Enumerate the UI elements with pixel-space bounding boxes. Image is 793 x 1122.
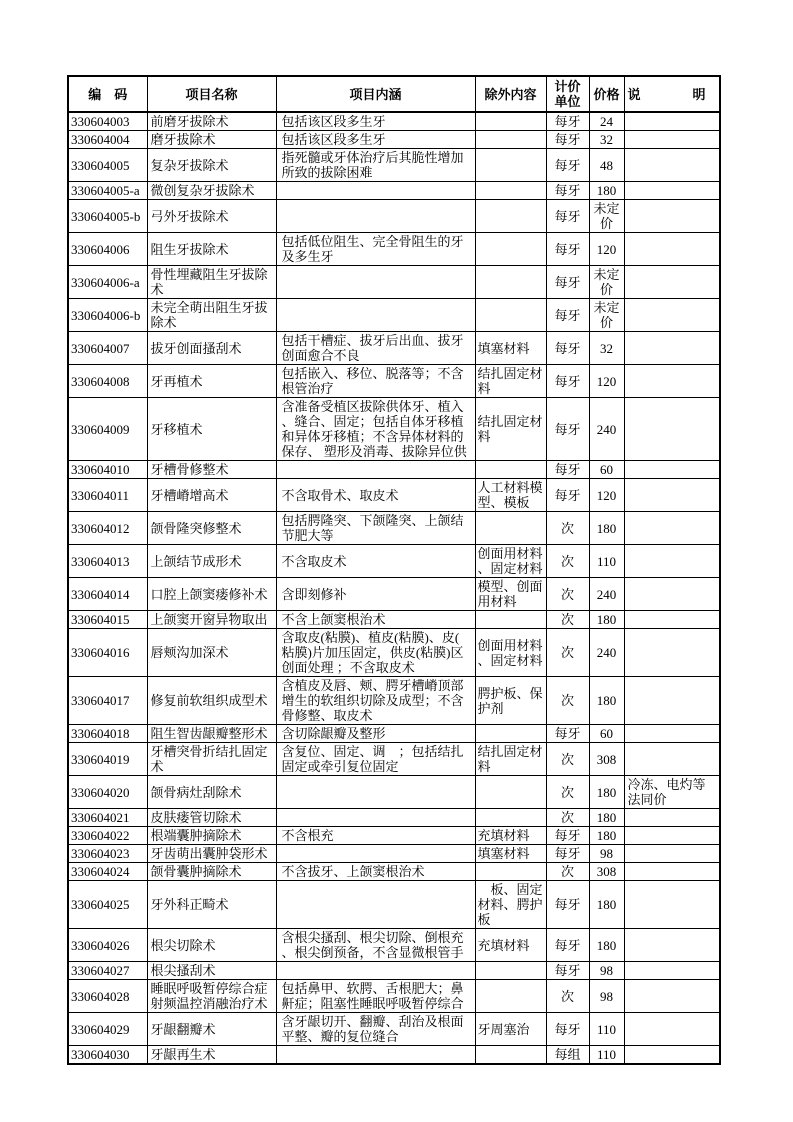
cell-excluded bbox=[475, 461, 546, 479]
cell-code: 330604006 bbox=[68, 233, 147, 266]
cell-content: 包括鼻甲、软腭、舌根肥大；鼻鼾症；阻塞性睡眠呼吸暂停综合 bbox=[276, 980, 475, 1013]
cell-price: 98 bbox=[589, 845, 624, 863]
cell-price: 180 bbox=[589, 512, 624, 545]
cell-code: 330604006-a bbox=[68, 266, 147, 299]
cell-price: 98 bbox=[589, 962, 624, 980]
cell-excluded bbox=[475, 962, 546, 980]
cell-unit: 每牙 bbox=[546, 725, 589, 743]
cell-unit: 每牙 bbox=[546, 200, 589, 233]
cell-code: 330604014 bbox=[68, 578, 147, 611]
cell-content: 含取皮(粘膜)、植皮(粘膜)、皮(粘膜)片加压固定，供皮(粘膜)区创面处理 ；不含取皮术 bbox=[276, 629, 475, 677]
cell-price: 180 bbox=[589, 881, 624, 929]
cell-note bbox=[624, 182, 720, 200]
cell-code: 330604013 bbox=[68, 545, 147, 578]
cell-code: 330604006-b bbox=[68, 299, 147, 332]
cell-name: 皮肤瘘管切除术 bbox=[147, 809, 276, 827]
cell-code: 330604008 bbox=[68, 365, 147, 398]
cell-content bbox=[276, 461, 475, 479]
cell-unit: 次 bbox=[546, 512, 589, 545]
cell-unit: 次 bbox=[546, 611, 589, 629]
table-row bbox=[68, 1013, 720, 1046]
table-row bbox=[68, 962, 720, 980]
cell-note bbox=[624, 611, 720, 629]
header-excluded: 除外内容 bbox=[475, 76, 546, 112]
table-row bbox=[68, 479, 720, 512]
cell-name: 骨性埋藏阻生牙拔除术 bbox=[147, 266, 276, 299]
cell-price: 180 bbox=[589, 611, 624, 629]
cell-note bbox=[624, 827, 720, 845]
cell-price: 120 bbox=[589, 365, 624, 398]
cell-code: 330604021 bbox=[68, 809, 147, 827]
cell-content: 含牙龈切开、翻瓣、刮治及根面平整、瓣的复位缝合 bbox=[276, 1013, 475, 1046]
cell-note bbox=[624, 200, 720, 233]
cell-note bbox=[624, 845, 720, 863]
cell-name: 前磨牙拔除术 bbox=[147, 112, 276, 131]
header-code: 编 码 bbox=[68, 76, 147, 112]
cell-excluded bbox=[475, 112, 546, 131]
cell-price: 24 bbox=[589, 112, 624, 131]
cell-unit: 次 bbox=[546, 629, 589, 677]
cell-price: 120 bbox=[589, 233, 624, 266]
cell-name: 根尖搔刮术 bbox=[147, 962, 276, 980]
cell-content bbox=[276, 182, 475, 200]
table-row bbox=[68, 980, 720, 1013]
cell-unit: 每牙 bbox=[546, 131, 589, 149]
cell-price: 60 bbox=[589, 461, 624, 479]
cell-unit: 每牙 bbox=[546, 1013, 589, 1046]
cell-code: 330604029 bbox=[68, 1013, 147, 1046]
cell-content: 不含拔牙、上颌窦根治术 bbox=[276, 863, 475, 881]
cell-excluded: 充填材料 bbox=[475, 827, 546, 845]
cell-content: 不含取骨术、取皮术 bbox=[276, 479, 475, 512]
cell-name: 拔牙创面搔刮术 bbox=[147, 332, 276, 365]
cell-content: 含切除龈瓣及整形 bbox=[276, 725, 475, 743]
table-row bbox=[68, 845, 720, 863]
cell-excluded bbox=[475, 149, 546, 182]
cell-code: 330604007 bbox=[68, 332, 147, 365]
cell-unit: 次 bbox=[546, 863, 589, 881]
cell-price: 180 bbox=[589, 929, 624, 962]
cell-price: 240 bbox=[589, 578, 624, 611]
cell-content bbox=[276, 266, 475, 299]
cell-price: 240 bbox=[589, 629, 624, 677]
cell-note bbox=[624, 479, 720, 512]
cell-unit: 次 bbox=[546, 545, 589, 578]
cell-price: 110 bbox=[589, 1046, 624, 1065]
cell-note bbox=[624, 743, 720, 776]
cell-excluded: 结扎固定材料 bbox=[475, 398, 546, 461]
cell-name: 牙再植术 bbox=[147, 365, 276, 398]
cell-name: 牙移植术 bbox=[147, 398, 276, 461]
cell-price: 32 bbox=[589, 332, 624, 365]
cell-content: 不含上颌窦根治术 bbox=[276, 611, 475, 629]
cell-name: 未完全萌出阻生牙拔除术 bbox=[147, 299, 276, 332]
cell-excluded bbox=[475, 725, 546, 743]
cell-name: 复杂牙拔除术 bbox=[147, 149, 276, 182]
cell-note bbox=[624, 131, 720, 149]
cell-note bbox=[624, 149, 720, 182]
cell-unit: 每牙 bbox=[546, 398, 589, 461]
cell-content: 含植皮及唇、颊、腭牙槽嵴顶部增生的软组织切除及成型；不含骨修整、取皮术 bbox=[276, 677, 475, 725]
cell-excluded bbox=[475, 809, 546, 827]
header-content: 项目内涵 bbox=[276, 76, 475, 112]
table-row bbox=[68, 332, 720, 365]
cell-name: 阻生智齿龈瓣整形术 bbox=[147, 725, 276, 743]
cell-name: 睡眠呼吸暂停综合症射频温控消融治疗术 bbox=[147, 980, 276, 1013]
cell-code: 330604005-a bbox=[68, 182, 147, 200]
table-row bbox=[68, 365, 720, 398]
table-row bbox=[68, 112, 720, 131]
cell-code: 330604019 bbox=[68, 743, 147, 776]
cell-price: 308 bbox=[589, 863, 624, 881]
cell-code: 330604028 bbox=[68, 980, 147, 1013]
cell-excluded bbox=[475, 131, 546, 149]
cell-name: 上颌窦开窗异物取出 bbox=[147, 611, 276, 629]
cell-note bbox=[624, 962, 720, 980]
cell-excluded: 填塞材料 bbox=[475, 332, 546, 365]
cell-name: 颌骨隆突修整术 bbox=[147, 512, 276, 545]
cell-content: 包括嵌入、移位、脱落等；不含根管治疗 bbox=[276, 365, 475, 398]
cell-code: 330604023 bbox=[68, 845, 147, 863]
table-row bbox=[68, 725, 720, 743]
cell-note bbox=[624, 266, 720, 299]
cell-content: 不含取皮术 bbox=[276, 545, 475, 578]
cell-code: 330604005 bbox=[68, 149, 147, 182]
cell-price: 308 bbox=[589, 743, 624, 776]
cell-excluded bbox=[475, 611, 546, 629]
cell-note bbox=[624, 545, 720, 578]
cell-content bbox=[276, 299, 475, 332]
cell-content: 含根尖搔刮、根尖切除、倒根充、根尖倒预备，不含显微根管手 bbox=[276, 929, 475, 962]
cell-code: 330604027 bbox=[68, 962, 147, 980]
cell-note bbox=[624, 809, 720, 827]
cell-excluded: 模型、创面用材料 bbox=[475, 578, 546, 611]
cell-code: 330604005-b bbox=[68, 200, 147, 233]
cell-excluded: 创面用材料、固定材料 bbox=[475, 629, 546, 677]
cell-excluded: 结扎固定材料 bbox=[475, 743, 546, 776]
cell-content: 指死髓或牙体治疗后其脆性增加所致的拔除困难 bbox=[276, 149, 475, 182]
cell-note bbox=[624, 725, 720, 743]
cell-name: 根尖切除术 bbox=[147, 929, 276, 962]
cell-excluded bbox=[475, 200, 546, 233]
cell-name: 牙槽突骨折结扎固定术 bbox=[147, 743, 276, 776]
table-row bbox=[68, 299, 720, 332]
cell-name: 牙龈再生术 bbox=[147, 1046, 276, 1065]
cell-name: 牙槽骨修整术 bbox=[147, 461, 276, 479]
cell-excluded: 创面用材料、固定材料 bbox=[475, 545, 546, 578]
cell-code: 330604015 bbox=[68, 611, 147, 629]
cell-content: 包括该区段多生牙 bbox=[276, 131, 475, 149]
cell-unit: 次 bbox=[546, 980, 589, 1013]
cell-content: 含即刻修补 bbox=[276, 578, 475, 611]
cell-unit: 次 bbox=[546, 677, 589, 725]
cell-code: 330604017 bbox=[68, 677, 147, 725]
cell-content: 包括低位阻生、完全骨阻生的牙及多生牙 bbox=[276, 233, 475, 266]
cell-excluded bbox=[475, 776, 546, 809]
cell-code: 330604010 bbox=[68, 461, 147, 479]
cell-code: 330604009 bbox=[68, 398, 147, 461]
cell-content bbox=[276, 809, 475, 827]
table-row bbox=[68, 629, 720, 677]
cell-content bbox=[276, 845, 475, 863]
cell-name: 牙槽嵴增高术 bbox=[147, 479, 276, 512]
cell-unit: 每牙 bbox=[546, 332, 589, 365]
cell-unit: 次 bbox=[546, 578, 589, 611]
cell-note bbox=[624, 629, 720, 677]
cell-name: 颌骨囊肿摘除术 bbox=[147, 863, 276, 881]
table-row bbox=[68, 743, 720, 776]
table-row bbox=[68, 881, 720, 929]
cell-excluded bbox=[475, 512, 546, 545]
cell-price: 60 bbox=[589, 725, 624, 743]
cell-excluded bbox=[475, 233, 546, 266]
cell-note bbox=[624, 578, 720, 611]
table-row bbox=[68, 827, 720, 845]
cell-excluded bbox=[475, 182, 546, 200]
cell-excluded: 填塞材料 bbox=[475, 845, 546, 863]
cell-content bbox=[276, 1046, 475, 1065]
cell-note bbox=[624, 233, 720, 266]
table-body bbox=[68, 112, 720, 1064]
cell-code: 330604026 bbox=[68, 929, 147, 962]
cell-price: 180 bbox=[589, 182, 624, 200]
cell-excluded: 腭护板、保护剂 bbox=[475, 677, 546, 725]
cell-name: 口腔上颌窦瘘修补术 bbox=[147, 578, 276, 611]
cell-excluded bbox=[475, 1046, 546, 1065]
table-row bbox=[68, 809, 720, 827]
table-row bbox=[68, 131, 720, 149]
cell-note bbox=[624, 881, 720, 929]
cell-note bbox=[624, 863, 720, 881]
cell-name: 牙龈翻瓣术 bbox=[147, 1013, 276, 1046]
table-row bbox=[68, 776, 720, 809]
cell-name: 弓外牙拔除术 bbox=[147, 200, 276, 233]
cell-unit: 每牙 bbox=[546, 266, 589, 299]
cell-name: 上颌结节成形术 bbox=[147, 545, 276, 578]
table-row bbox=[68, 611, 720, 629]
cell-unit: 次 bbox=[546, 809, 589, 827]
cell-note bbox=[624, 365, 720, 398]
cell-name: 微创复杂牙拔除术 bbox=[147, 182, 276, 200]
price-table bbox=[67, 75, 721, 1065]
table-row bbox=[68, 545, 720, 578]
header-note: 说 明 bbox=[624, 76, 720, 112]
cell-price: 98 bbox=[589, 980, 624, 1013]
cell-excluded bbox=[475, 266, 546, 299]
cell-excluded bbox=[475, 863, 546, 881]
cell-unit: 每牙 bbox=[546, 479, 589, 512]
cell-unit: 每牙 bbox=[546, 827, 589, 845]
cell-content: 含复位、固定、调 ；包括结扎固定或牵引复位固定 bbox=[276, 743, 475, 776]
cell-name: 磨牙拔除术 bbox=[147, 131, 276, 149]
cell-name: 修复前软组织成型术 bbox=[147, 677, 276, 725]
cell-code: 330604020 bbox=[68, 776, 147, 809]
cell-unit: 每组 bbox=[546, 1046, 589, 1065]
cell-unit: 每牙 bbox=[546, 299, 589, 332]
cell-price: 未定价 bbox=[589, 299, 624, 332]
table-row bbox=[68, 398, 720, 461]
cell-note bbox=[624, 677, 720, 725]
cell-price: 32 bbox=[589, 131, 624, 149]
table-row bbox=[68, 149, 720, 182]
cell-unit: 每牙 bbox=[546, 845, 589, 863]
cell-content: 不含根充 bbox=[276, 827, 475, 845]
cell-excluded: 充填材料 bbox=[475, 929, 546, 962]
cell-content bbox=[276, 200, 475, 233]
cell-note bbox=[624, 1013, 720, 1046]
cell-content: 含准备受植区拔除供体牙、植入、缝合、固定；包括自体牙移植和异体牙移植；不含异体材料的保存、 塑形及消毒、拔除异位供 bbox=[276, 398, 475, 461]
cell-code: 330604025 bbox=[68, 881, 147, 929]
table-row bbox=[68, 461, 720, 479]
cell-note bbox=[624, 512, 720, 545]
cell-price: 未定价 bbox=[589, 266, 624, 299]
cell-note bbox=[624, 299, 720, 332]
cell-price: 120 bbox=[589, 479, 624, 512]
cell-price: 110 bbox=[589, 545, 624, 578]
cell-code: 330604024 bbox=[68, 863, 147, 881]
cell-excluded: 结扎固定材料 bbox=[475, 365, 546, 398]
cell-price: 48 bbox=[589, 149, 624, 182]
cell-content bbox=[276, 881, 475, 929]
cell-code: 330604011 bbox=[68, 479, 147, 512]
cell-code: 330604030 bbox=[68, 1046, 147, 1065]
cell-price: 180 bbox=[589, 677, 624, 725]
cell-content bbox=[276, 962, 475, 980]
cell-code: 330604012 bbox=[68, 512, 147, 545]
table-row bbox=[68, 512, 720, 545]
cell-unit: 每牙 bbox=[546, 233, 589, 266]
price-table-sheet bbox=[67, 75, 719, 1065]
cell-note bbox=[624, 398, 720, 461]
table-row bbox=[68, 182, 720, 200]
cell-excluded bbox=[475, 299, 546, 332]
cell-content: 包括腭隆突、下颌隆突、上颌结节肥大等 bbox=[276, 512, 475, 545]
cell-price: 110 bbox=[589, 1013, 624, 1046]
cell-content: 包括该区段多生牙 bbox=[276, 112, 475, 131]
cell-note bbox=[624, 332, 720, 365]
cell-name: 阻生牙拔除术 bbox=[147, 233, 276, 266]
cell-content: 包括干槽症、拔牙后出血、拔牙创面愈合不良 bbox=[276, 332, 475, 365]
table-row bbox=[68, 929, 720, 962]
cell-unit: 每牙 bbox=[546, 929, 589, 962]
table-row bbox=[68, 677, 720, 725]
cell-excluded: 人工材料模型、模板 bbox=[475, 479, 546, 512]
cell-code: 330604003 bbox=[68, 112, 147, 131]
cell-content bbox=[276, 776, 475, 809]
table-row bbox=[68, 1046, 720, 1065]
cell-price: 240 bbox=[589, 398, 624, 461]
cell-unit: 每牙 bbox=[546, 461, 589, 479]
table-row bbox=[68, 233, 720, 266]
cell-note bbox=[624, 461, 720, 479]
cell-note bbox=[624, 980, 720, 1013]
cell-unit: 每牙 bbox=[546, 149, 589, 182]
cell-code: 330604018 bbox=[68, 725, 147, 743]
cell-price: 180 bbox=[589, 827, 624, 845]
cell-code: 330604016 bbox=[68, 629, 147, 677]
cell-unit: 每牙 bbox=[546, 962, 589, 980]
header-row bbox=[68, 76, 720, 112]
cell-excluded bbox=[475, 980, 546, 1013]
cell-name: 牙齿萌出囊肿袋形术 bbox=[147, 845, 276, 863]
table-row bbox=[68, 578, 720, 611]
cell-code: 330604022 bbox=[68, 827, 147, 845]
table-row bbox=[68, 200, 720, 233]
cell-unit: 每牙 bbox=[546, 881, 589, 929]
cell-price: 未定价 bbox=[589, 200, 624, 233]
cell-unit: 次 bbox=[546, 743, 589, 776]
cell-price: 180 bbox=[589, 809, 624, 827]
cell-note: 冷冻、电灼等法同价 bbox=[624, 776, 720, 809]
cell-unit: 每牙 bbox=[546, 365, 589, 398]
cell-note bbox=[624, 929, 720, 962]
table-row bbox=[68, 266, 720, 299]
header-price: 价格 bbox=[589, 76, 624, 112]
cell-unit: 次 bbox=[546, 776, 589, 809]
cell-name: 颌骨病灶刮除术 bbox=[147, 776, 276, 809]
cell-unit: 每牙 bbox=[546, 182, 589, 200]
header-unit: 计价单位 bbox=[546, 76, 589, 112]
cell-unit: 每牙 bbox=[546, 112, 589, 131]
cell-excluded: 板、固定材料、腭护板 bbox=[475, 881, 546, 929]
cell-name: 牙外科正畸术 bbox=[147, 881, 276, 929]
table-row bbox=[68, 863, 720, 881]
header-name: 项目名称 bbox=[147, 76, 276, 112]
cell-price: 180 bbox=[589, 776, 624, 809]
cell-excluded: 牙周塞治 bbox=[475, 1013, 546, 1046]
cell-note bbox=[624, 112, 720, 131]
cell-name: 根端囊肿摘除术 bbox=[147, 827, 276, 845]
cell-code: 330604004 bbox=[68, 131, 147, 149]
cell-note bbox=[624, 1046, 720, 1065]
cell-name: 唇颊沟加深术 bbox=[147, 629, 276, 677]
